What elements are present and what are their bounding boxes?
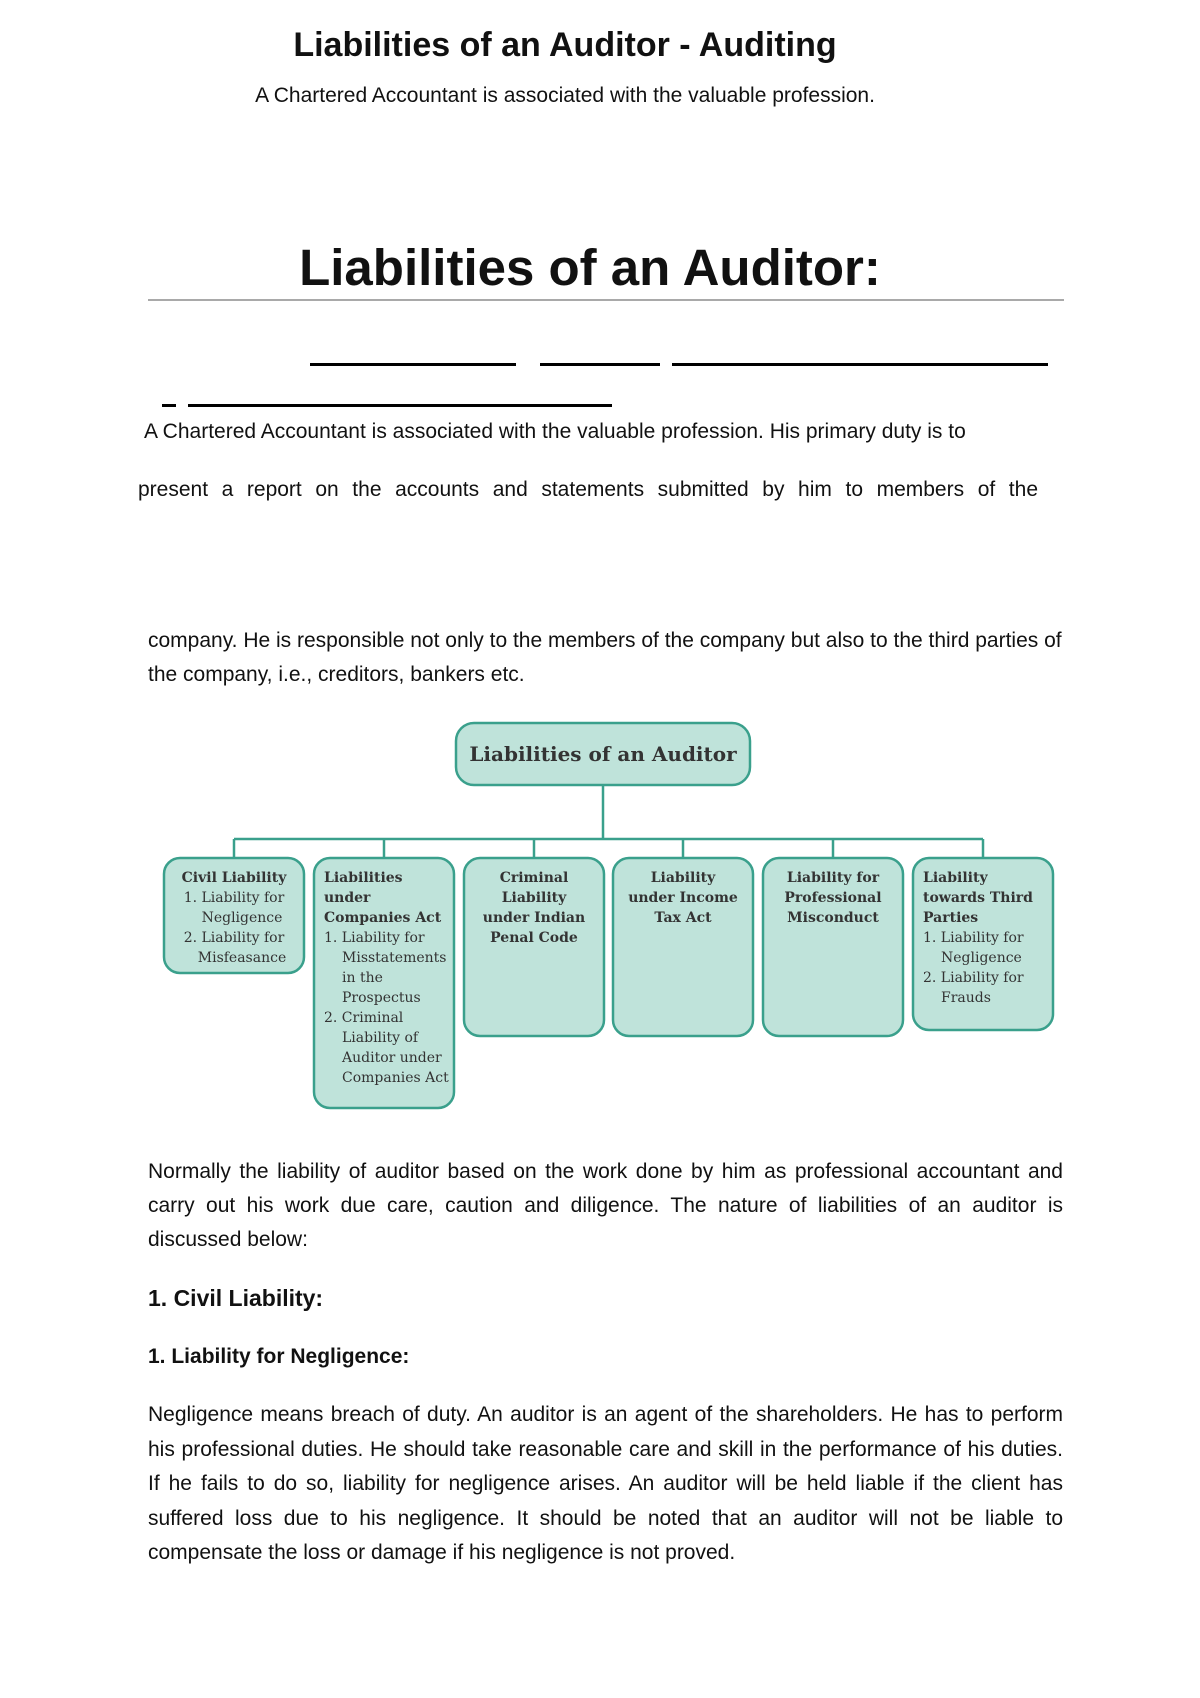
intro-continued: company. He is responsible not only to the members of the company but also to the third parties of the company, i.e., creditors, bankers etc.	[148, 629, 1062, 686]
branch-line: Liability	[923, 870, 988, 886]
underline-stroke	[310, 363, 516, 366]
paragraph-normally: Normally the liability of auditor based on the work done by him as professional accountant and carry out his work due care, caution and diligence. The nature of liabilities of an auditor is discussed below:	[148, 1160, 1063, 1251]
branch-line: under Income	[628, 890, 738, 906]
branch-line: under Indian	[482, 910, 586, 926]
branch-line: Liability	[501, 890, 567, 906]
branch-line: Liability	[650, 870, 716, 886]
branch-line: 2. Criminal	[324, 1010, 404, 1026]
underline-stroke	[672, 363, 1048, 366]
paragraph-negligence: Negligence means breach of duty. An auditor is an agent of the shareholders. He has to perform his professional duties. He should take reasonable care and skill in the performance of his duties. If he fails to do so, liability for negligence arises. An auditor will be held liable if the client has suffered loss due to his negligence. It should be noted that an auditor will not be liable to compensate the loss or damage if his negligence is not proved.	[148, 1403, 1063, 1564]
underline-stroke	[162, 404, 176, 407]
branch-line: in the	[342, 970, 383, 986]
heading-rule	[148, 299, 1064, 301]
branch-line: 1. Liability for	[923, 930, 1024, 946]
branch-line: Penal Code	[490, 930, 578, 946]
branch-line: Tax Act	[654, 910, 712, 926]
document-subtitle: A Chartered Accountant is associated with the valuable profession.	[255, 84, 875, 107]
underline-stroke	[540, 363, 660, 366]
branch-line: Liability of	[342, 1030, 419, 1046]
branch-line: Frauds	[941, 990, 991, 1006]
liabilities-diagram	[150, 715, 1070, 1115]
branch-line: Companies Act	[342, 1070, 449, 1086]
branch-line: Companies Act	[324, 910, 442, 926]
branch-line: 2. Liability for	[183, 930, 285, 946]
subheading-negligence: 1. Liability for Negligence:	[148, 1345, 410, 1368]
branch-line: 2. Liability for	[923, 970, 1024, 986]
branch-line: Misconduct	[787, 910, 879, 926]
branch-line: Civil Liability	[181, 870, 287, 886]
branch-line: Misstatements	[342, 950, 447, 966]
branch-line: 1. Liability for	[183, 890, 285, 906]
branch-line: Auditor under	[342, 1050, 442, 1066]
branch-line: Negligence	[201, 910, 283, 926]
branch-line: Professional	[784, 890, 882, 906]
branch-line: Prospectus	[342, 990, 421, 1006]
branch-line: Parties	[923, 910, 979, 926]
root-label: Liabilities of an Auditor	[469, 742, 737, 766]
intro-line-1: A Chartered Accountant is associated with the valuable profession. His primary duty is to	[144, 420, 966, 443]
branch-line: Misfeasance	[197, 950, 287, 966]
diagram-connectors	[234, 785, 983, 858]
branch-line: under	[324, 890, 371, 906]
underline-stroke	[188, 404, 612, 407]
diagram-branches	[164, 858, 1053, 1108]
intro-line-2: present a report on the accounts and statements submitted by him to members of the	[138, 478, 1038, 501]
document-title: Liabilities of an Auditor - Auditing	[293, 26, 837, 64]
branch-line: Negligence	[941, 950, 1022, 966]
branch-line: Liabilities	[324, 870, 403, 886]
main-heading: Liabilities of an Auditor:	[299, 239, 881, 296]
branch-line: towards Third	[923, 890, 1033, 906]
branch-line: Liability for	[786, 870, 880, 886]
section-heading-civil-liability: 1. Civil Liability:	[148, 1285, 324, 1311]
branch-line: 1. Liability for	[324, 930, 425, 946]
branch-line: Criminal	[499, 870, 569, 886]
